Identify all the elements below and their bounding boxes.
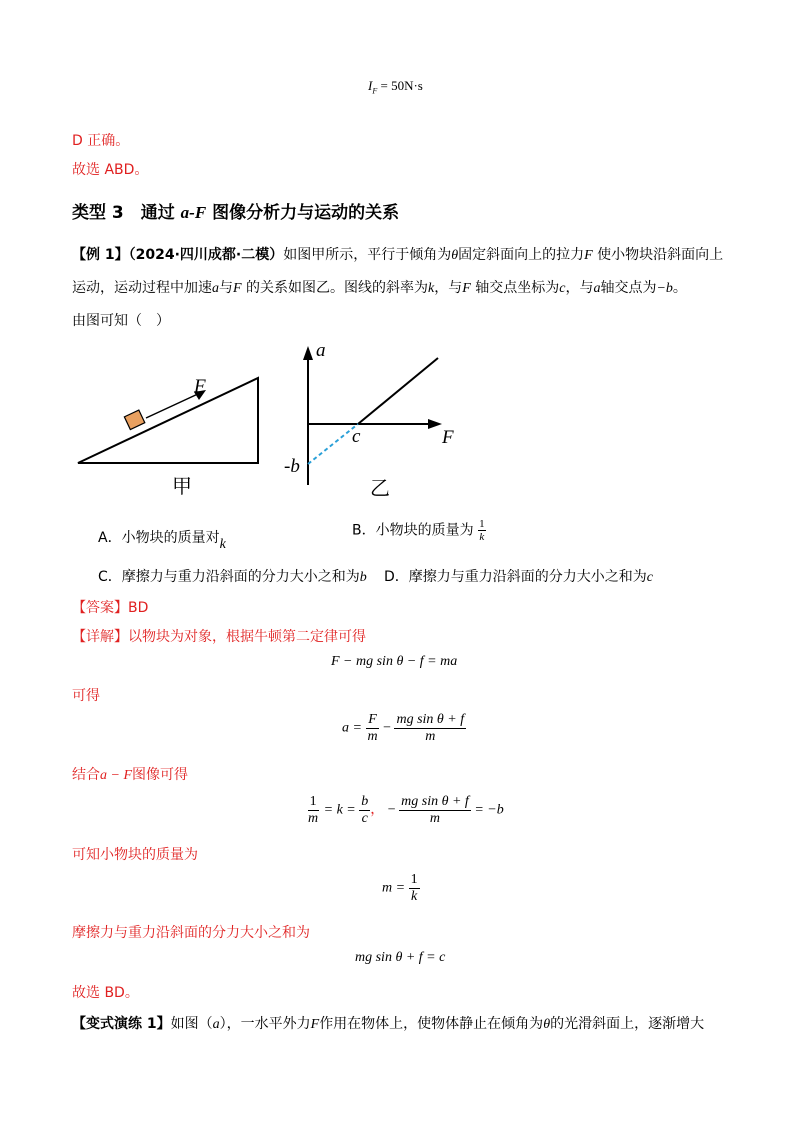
example-line-2: 运动，运动过程中加速a与F 的关系如图乙。图线的斜率为k，与F 轴交点坐标为c，与a轴交点为−b。 <box>72 280 687 296</box>
block <box>124 410 144 429</box>
equation-slope: $\frac{1}{m}$ = k = $\frac{b}{c}$ ， − $\frac{\text{mg sin θ + f}}{m}$ = −b <box>308 794 504 826</box>
F-label: F <box>442 427 454 448</box>
f-axis-arrowhead <box>428 419 442 429</box>
figure-yi-graph <box>280 340 470 505</box>
d-correct-text: D 正确。 <box>72 133 130 149</box>
example-line-1: 【例 1】（2024·四川成都·二模）如图甲所示，平行于倾角为θ固定斜面向上的拉力F 使小物块沿斜面向上 <box>72 247 724 263</box>
option-b: B．小物块的质量为 $\frac{1}{k}$ <box>352 518 485 543</box>
negb-label: -b <box>284 456 300 477</box>
option-c: C．摩擦力与重力沿斜面的分力大小之和为b <box>98 569 367 585</box>
option-a: A．小物块的质量对k <box>98 530 226 552</box>
figure-jia-incline <box>70 360 280 500</box>
graph-line <box>358 358 438 424</box>
force-arrow-shaft <box>146 393 200 418</box>
answer-text: 【答案】BD <box>72 600 149 616</box>
equation-newton: F − mg sin θ − f = ma <box>331 654 458 669</box>
variant-exercise-line: 【变式演练 1】如图（a），一水平外力F作用在物体上，使物体静止在倾角为θ的光滑斜面上，逐渐增大 <box>72 1016 705 1032</box>
equation-mass: m = $\frac{1}{k}$ <box>382 872 418 904</box>
option-d: D．摩擦力与重力沿斜面的分力大小之和为c <box>384 569 653 585</box>
combine-text: 结合a − F图像可得 <box>72 767 188 783</box>
caption-jia: 甲 <box>172 476 192 498</box>
equation-a: a = $\frac{F}{m}$ − $\frac{\text{mg sin θ + f}}{m}$ <box>342 712 465 744</box>
answer-choice-text-2: 故选 BD。 <box>72 985 139 1001</box>
c-label: c <box>352 426 361 447</box>
equation-friction: mg sin θ + f = c <box>355 950 446 965</box>
incline-triangle <box>78 378 258 463</box>
example-line-3: 由图可知（ ） <box>72 313 170 329</box>
force-label: F <box>194 376 206 397</box>
section-heading: 类型 3 通过 a-F 图像分析力与运动的关系 <box>72 203 400 223</box>
caption-yi: 乙 <box>370 478 390 500</box>
friction-text: 摩擦力与重力沿斜面的分力大小之和为 <box>72 925 310 941</box>
detail-text: 【详解】以物块为对象，根据牛顿第二定律可得 <box>72 629 366 645</box>
answer-choice-text: 故选 ABD。 <box>72 162 149 178</box>
a-axis-arrowhead <box>303 346 313 360</box>
kede-text: 可得 <box>72 688 100 704</box>
a-label: a <box>316 340 326 361</box>
impulse-equation: $I_F = 50N\cdot s$ <box>368 78 423 96</box>
extension-dashed-line <box>308 424 358 464</box>
mass-text: 可知小物块的质量为 <box>72 847 198 863</box>
